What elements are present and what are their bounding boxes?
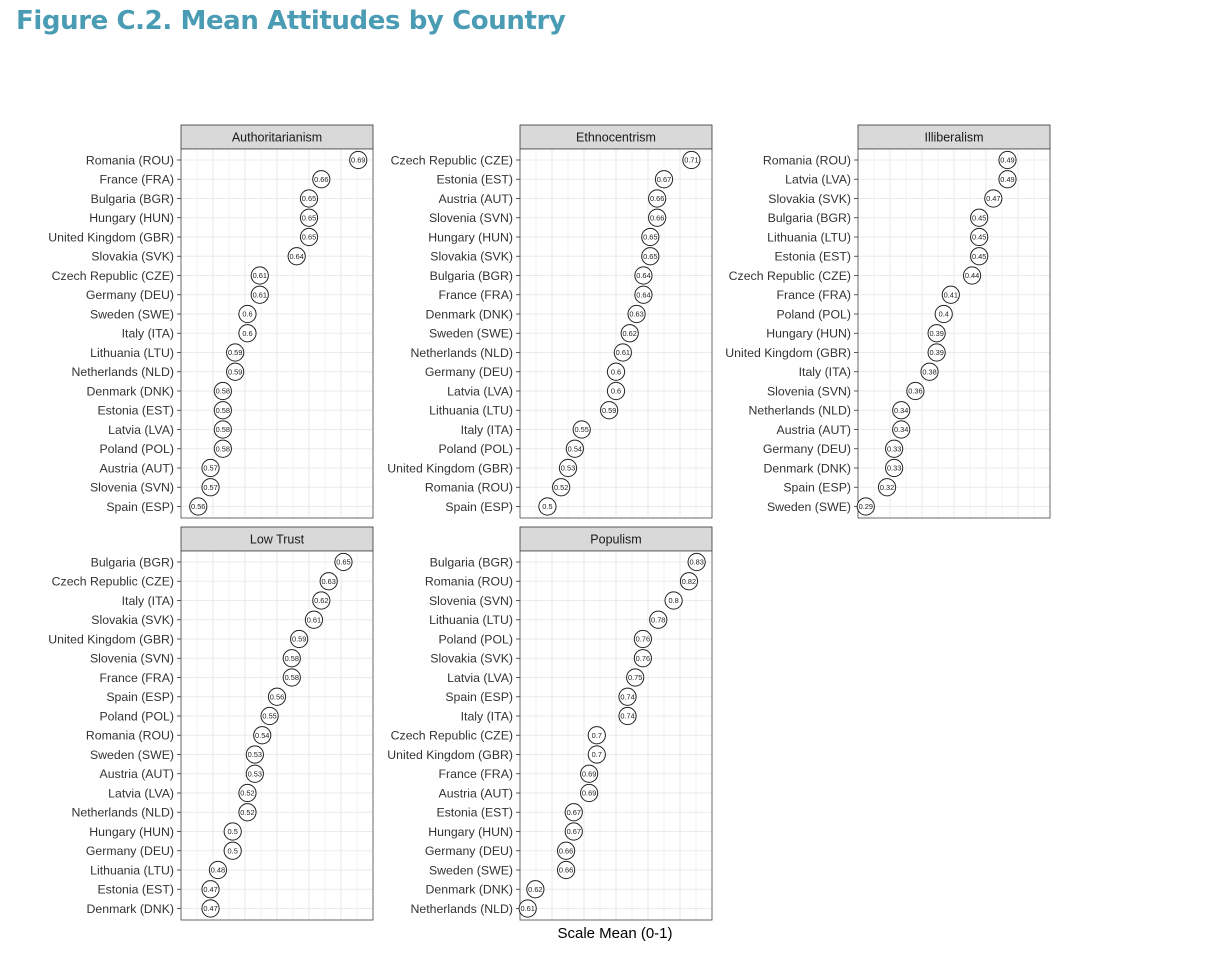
data-label: 0.7: [591, 750, 602, 760]
country-label: Slovenia (SVN): [428, 593, 513, 608]
country-label: Denmark (DNK): [86, 384, 174, 399]
data-label: 0.45: [971, 251, 987, 261]
data-label: 0.54: [255, 730, 270, 740]
country-label: Austria (AUT): [438, 786, 513, 801]
country-label: Slovenia (SVN): [89, 480, 174, 495]
x-axis-label: Scale Mean (0-1): [557, 925, 673, 942]
data-label: 0.78: [651, 615, 666, 625]
data-label: 0.49: [1000, 174, 1015, 184]
data-label: 0.52: [553, 482, 569, 492]
country-label: Austria (AUT): [99, 461, 174, 476]
data-label: 0.71: [684, 155, 699, 165]
country-label: Denmark (DNK): [425, 882, 513, 897]
country-label: Czech Republic (CZE): [390, 728, 513, 743]
data-label: 0.52: [240, 788, 255, 798]
data-label: 0.56: [191, 502, 206, 512]
data-label: 0.34: [894, 425, 909, 435]
data-label: 0.41: [943, 290, 959, 300]
country-label: France (FRA): [99, 172, 174, 187]
data-label: 0.58: [215, 425, 231, 435]
country-label: Germany (DEU): [762, 442, 851, 457]
country-label: Slovenia (SVN): [428, 211, 513, 226]
country-label: Netherlands (NLD): [71, 365, 174, 380]
data-label: 0.52: [240, 807, 255, 817]
data-label: 0.45: [971, 232, 987, 242]
figure-title: Figure C.2. Mean Attitudes by Country: [16, 6, 566, 36]
country-label: Bulgaria (BGR): [90, 191, 174, 206]
data-label: 0.8: [668, 596, 679, 606]
data-label: 0.53: [560, 463, 576, 473]
data-label: 0.69: [581, 769, 597, 779]
data-label: 0.39: [929, 348, 944, 358]
country-label: Austria (AUT): [99, 767, 174, 782]
country-label: Bulgaria (BGR): [767, 211, 851, 226]
data-label: 0.33: [886, 463, 902, 473]
facet-title: Low Trust: [249, 532, 305, 547]
country-label: Romania (ROU): [85, 728, 174, 743]
facet-panel-illiberalism: [725, 125, 1050, 518]
data-label: 0.56: [269, 692, 285, 702]
data-label: 0.54: [567, 444, 583, 454]
data-label: 0.65: [301, 232, 317, 242]
data-label: 0.45: [971, 213, 987, 223]
country-label: Spain (ESP): [445, 690, 513, 705]
data-label: 0.61: [252, 290, 267, 300]
data-label: 0.64: [289, 251, 304, 261]
data-label: 0.5: [542, 502, 553, 512]
country-label: Austria (AUT): [438, 191, 513, 206]
data-label: 0.63: [629, 309, 644, 319]
country-label: France (FRA): [438, 767, 513, 782]
data-label: 0.34: [894, 405, 909, 415]
data-label: 0.5: [227, 827, 238, 837]
country-label: Hungary (HUN): [428, 824, 513, 839]
country-label: Poland (POL): [776, 307, 851, 322]
country-label: Italy (ITA): [460, 422, 513, 437]
country-label: Estonia (EST): [774, 249, 851, 264]
country-label: Lithuania (LTU): [429, 613, 513, 628]
data-label: 0.48: [210, 865, 226, 875]
country-label: Estonia (EST): [436, 172, 513, 187]
data-label: 0.66: [558, 865, 574, 875]
facet-panel-populism: [387, 527, 712, 920]
facet-panel-ethnocentrism: [387, 125, 712, 518]
country-label: United Kingdom (GBR): [725, 345, 851, 360]
data-label: 0.59: [227, 348, 243, 358]
country-label: Slovakia (SVK): [430, 651, 513, 666]
country-label: Netherlands (NLD): [71, 805, 174, 820]
country-label: Latvia (LVA): [447, 670, 513, 685]
country-label: Poland (POL): [438, 632, 513, 647]
country-label: Spain (ESP): [106, 690, 174, 705]
data-label: 0.76: [635, 634, 651, 644]
country-label: Italy (ITA): [798, 365, 851, 380]
data-label: 0.67: [566, 827, 581, 837]
country-label: Lithuania (LTU): [767, 230, 851, 245]
facet-title: Populism: [590, 532, 642, 547]
data-label: 0.69: [581, 788, 597, 798]
data-label: 0.62: [314, 596, 329, 606]
country-label: Estonia (EST): [97, 882, 174, 897]
country-label: Italy (ITA): [121, 593, 174, 608]
country-label: Czech Republic (CZE): [728, 268, 851, 283]
country-label: France (FRA): [99, 670, 174, 685]
country-label: Spain (ESP): [445, 499, 513, 514]
country-label: Netherlands (NLD): [748, 403, 851, 418]
country-label: Sweden (SWE): [428, 326, 513, 341]
country-label: Bulgaria (BGR): [90, 555, 174, 570]
country-label: Bulgaria (BGR): [429, 555, 513, 570]
data-label: 0.66: [649, 194, 665, 204]
data-label: 0.29: [858, 502, 873, 512]
country-label: Denmark (DNK): [86, 901, 174, 916]
country-label: Lithuania (LTU): [90, 863, 174, 878]
data-label: 0.62: [622, 328, 637, 338]
data-label: 0.66: [649, 213, 665, 223]
country-label: Germany (DEU): [424, 844, 513, 859]
data-label: 0.74: [620, 692, 635, 702]
data-label: 0.6: [610, 386, 622, 396]
data-label: 0.65: [301, 194, 317, 204]
data-label: 0.6: [610, 367, 622, 377]
facet-panel-low-trust: [48, 527, 373, 920]
facet-title: Illiberalism: [924, 130, 984, 145]
country-label: United Kingdom (GBR): [48, 230, 174, 245]
data-label: 0.65: [301, 213, 317, 223]
country-label: Germany (DEU): [424, 365, 513, 380]
data-label: 0.58: [215, 386, 231, 396]
country-label: United Kingdom (GBR): [48, 632, 174, 647]
data-label: 0.39: [929, 328, 944, 338]
country-label: Bulgaria (BGR): [429, 268, 513, 283]
country-label: Slovakia (SVK): [91, 613, 174, 628]
country-label: Estonia (EST): [97, 403, 174, 418]
data-label: 0.57: [203, 482, 218, 492]
country-label: Romania (ROU): [424, 574, 513, 589]
country-label: Germany (DEU): [85, 844, 174, 859]
data-label: 0.69: [351, 155, 366, 165]
data-label: 0.59: [291, 634, 307, 644]
data-label: 0.64: [636, 271, 651, 281]
data-label: 0.61: [520, 904, 535, 914]
data-label: 0.61: [306, 615, 322, 625]
data-label: 0.65: [643, 232, 658, 242]
data-label: 0.6: [242, 309, 253, 319]
data-label: 0.38: [922, 367, 937, 377]
data-label: 0.75: [628, 673, 643, 683]
data-label: 0.58: [284, 653, 299, 663]
data-label: 0.36: [908, 386, 923, 396]
country-label: Czech Republic (CZE): [51, 574, 174, 589]
data-label: 0.58: [215, 405, 231, 415]
data-label: 0.7: [591, 730, 602, 740]
data-label: 0.55: [574, 425, 589, 435]
country-label: Czech Republic (CZE): [390, 153, 513, 168]
country-label: Hungary (HUN): [428, 230, 513, 245]
facet-title: Ethnocentrism: [576, 130, 656, 145]
data-label: 0.5: [227, 846, 238, 856]
data-label: 0.53: [247, 750, 263, 760]
country-label: Slovakia (SVK): [768, 191, 851, 206]
data-label: 0.47: [986, 194, 1001, 204]
country-label: France (FRA): [776, 288, 851, 303]
country-label: Sweden (SWE): [89, 307, 174, 322]
country-label: Poland (POL): [99, 709, 174, 724]
country-label: Hungary (HUN): [766, 326, 851, 341]
data-label: 0.6: [242, 328, 253, 338]
country-label: Romania (ROU): [424, 480, 513, 495]
country-label: Romania (ROU): [85, 153, 174, 168]
country-label: Poland (POL): [438, 442, 513, 457]
data-label: 0.55: [262, 711, 277, 721]
data-label: 0.33: [886, 444, 902, 454]
data-label: 0.61: [615, 348, 631, 358]
country-label: Italy (ITA): [121, 326, 174, 341]
facet-panel-authoritarianism: [48, 125, 373, 518]
country-label: Sweden (SWE): [428, 863, 513, 878]
country-label: Latvia (LVA): [785, 172, 851, 187]
data-label: 0.4: [938, 309, 949, 319]
data-label: 0.59: [601, 405, 617, 415]
country-label: Netherlands (NLD): [410, 345, 513, 360]
country-label: Poland (POL): [99, 442, 174, 457]
data-label: 0.74: [620, 711, 635, 721]
data-label: 0.58: [215, 444, 231, 454]
data-label: 0.49: [1000, 155, 1015, 165]
country-label: Slovenia (SVN): [89, 651, 174, 666]
country-label: Austria (AUT): [776, 422, 851, 437]
data-label: 0.44: [964, 271, 980, 281]
data-label: 0.83: [689, 557, 704, 567]
country-label: Denmark (DNK): [425, 307, 513, 322]
data-label: 0.82: [681, 576, 697, 586]
country-label: Slovenia (SVN): [766, 384, 851, 399]
country-label: France (FRA): [438, 288, 513, 303]
data-label: 0.66: [558, 846, 574, 856]
facet-title: Authoritarianism: [231, 130, 323, 145]
data-label: 0.61: [252, 271, 267, 281]
country-label: United Kingdom (GBR): [387, 747, 513, 762]
country-label: Germany (DEU): [85, 288, 174, 303]
data-label: 0.47: [203, 904, 218, 914]
country-label: Netherlands (NLD): [410, 901, 513, 916]
data-label: 0.65: [643, 251, 658, 261]
country-label: Latvia (LVA): [108, 786, 174, 801]
data-label: 0.67: [566, 807, 581, 817]
data-label: 0.65: [336, 557, 351, 567]
country-label: Latvia (LVA): [447, 384, 513, 399]
country-label: Lithuania (LTU): [429, 403, 513, 418]
country-label: Spain (ESP): [783, 480, 851, 495]
country-label: Slovakia (SVK): [91, 249, 174, 264]
country-label: Lithuania (LTU): [90, 345, 174, 360]
country-label: Romania (ROU): [762, 153, 851, 168]
country-label: United Kingdom (GBR): [387, 461, 513, 476]
data-label: 0.63: [321, 576, 336, 586]
data-label: 0.58: [284, 673, 299, 683]
country-label: Hungary (HUN): [89, 211, 174, 226]
country-label: Italy (ITA): [460, 709, 513, 724]
data-label: 0.67: [656, 174, 672, 184]
data-label: 0.59: [227, 367, 243, 377]
country-label: Czech Republic (CZE): [51, 268, 174, 283]
country-label: Estonia (EST): [436, 805, 513, 820]
data-label: 0.66: [314, 174, 329, 184]
country-label: Spain (ESP): [106, 499, 174, 514]
data-label: 0.76: [635, 653, 651, 663]
data-label: 0.32: [879, 482, 895, 492]
country-label: Slovakia (SVK): [430, 249, 513, 264]
data-label: 0.47: [203, 884, 218, 894]
data-label: 0.53: [247, 769, 263, 779]
country-label: Latvia (LVA): [108, 422, 174, 437]
country-label: Sweden (SWE): [766, 499, 851, 514]
country-label: Hungary (HUN): [89, 824, 174, 839]
data-label: 0.64: [636, 290, 651, 300]
data-label: 0.62: [528, 884, 543, 894]
country-label: Sweden (SWE): [89, 747, 174, 762]
data-label: 0.57: [203, 463, 218, 473]
country-label: Denmark (DNK): [763, 461, 851, 476]
